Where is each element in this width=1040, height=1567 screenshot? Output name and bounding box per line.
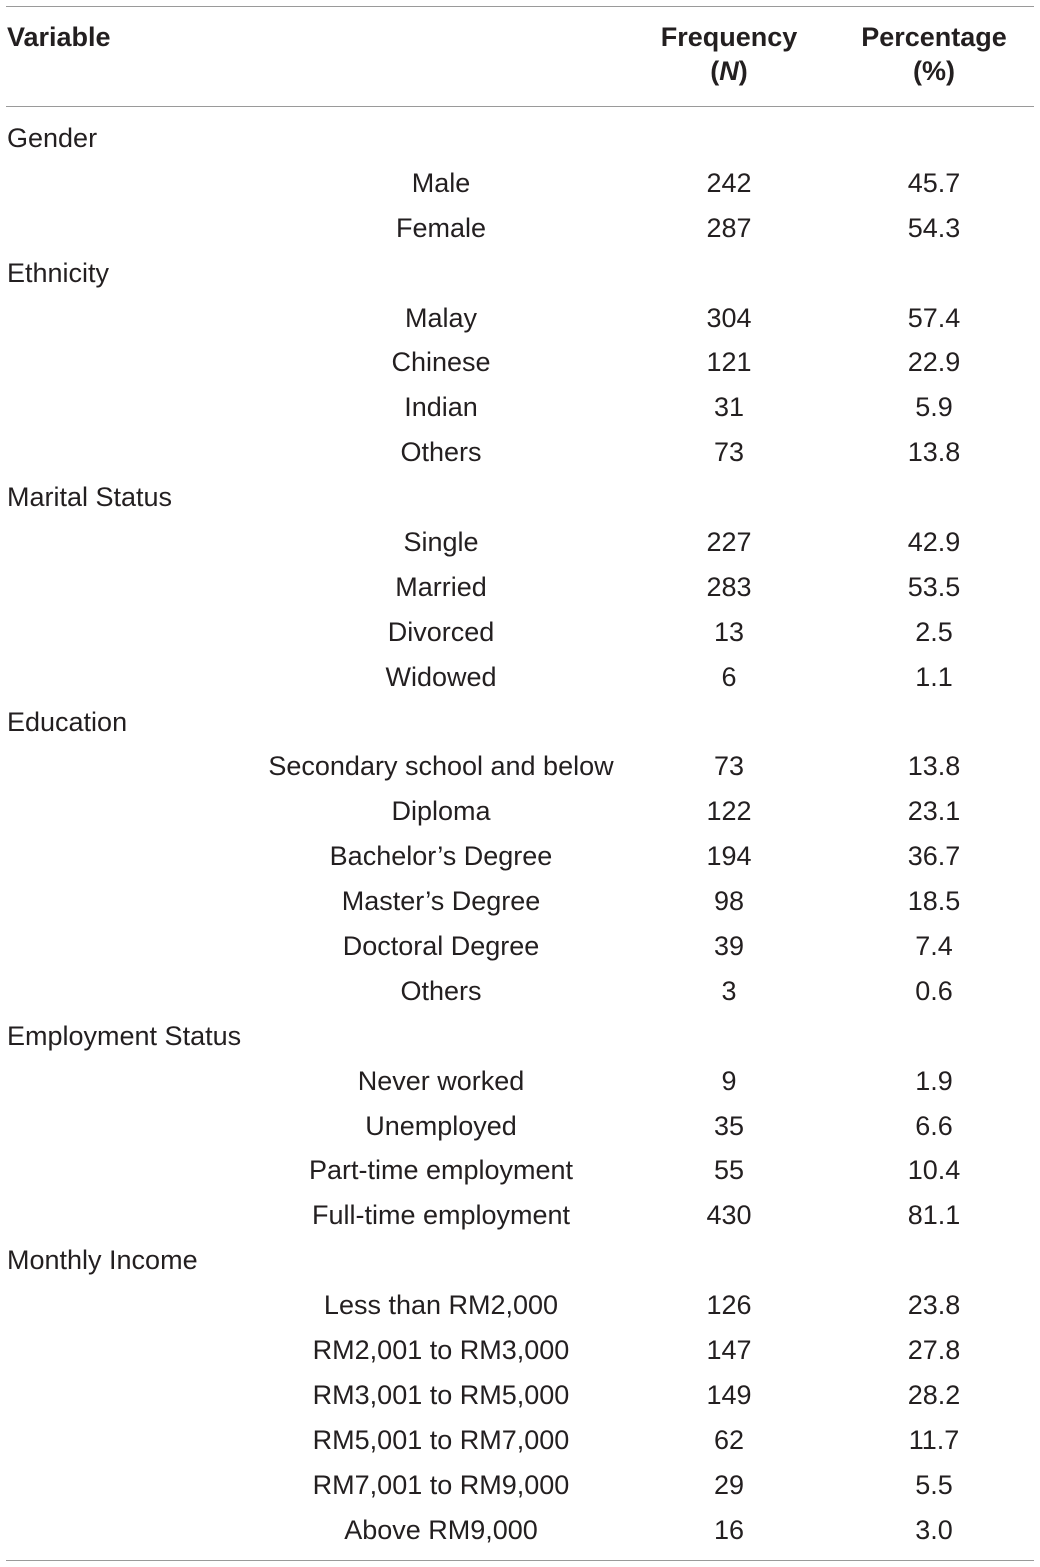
row-label: Chinese <box>391 347 491 378</box>
percentage-cell: 53.5 <box>907 571 961 602</box>
frequency-cell: 227 <box>706 527 752 558</box>
frequency-cell: 55 <box>713 1155 745 1186</box>
category-row <box>0 700 1040 745</box>
header-frequency-label: Frequency <box>660 22 798 52</box>
percentage-cell: 7.4 <box>915 931 953 962</box>
percentage-cell: 23.8 <box>907 1290 961 1321</box>
percentage-cell: 54.3 <box>907 212 961 243</box>
percentage-cell: 0.6 <box>915 975 953 1006</box>
frequency-cell: 430 <box>706 1200 752 1231</box>
frequency-cell: 122 <box>706 796 752 827</box>
frequency-cell: 287 <box>706 212 752 243</box>
table-row <box>0 1193 1040 1238</box>
frequency-cell: 13 <box>713 616 745 647</box>
percentage-cell: 3.0 <box>915 1514 953 1545</box>
frequency-cell: 194 <box>706 841 752 872</box>
top-rule <box>6 6 1034 7</box>
percentage-cell: 57.4 <box>907 302 961 333</box>
percentage-cell: 6.6 <box>915 1110 953 1141</box>
table-header <box>0 20 1040 100</box>
table-row <box>0 1508 1040 1553</box>
row-label: RM2,001 to RM3,000 <box>312 1335 570 1366</box>
percentage-cell: 5.9 <box>915 392 953 423</box>
frequency-cell: 62 <box>713 1424 745 1455</box>
frequency-cell: 304 <box>706 302 752 333</box>
percentage-cell: 23.1 <box>907 796 961 827</box>
table-row <box>0 1328 1040 1373</box>
frequency-cell: 147 <box>706 1335 752 1366</box>
frequency-cell: 73 <box>713 751 745 782</box>
category-row <box>0 1238 1040 1283</box>
table-row <box>0 969 1040 1014</box>
table-row <box>0 789 1040 834</box>
category-label: Gender <box>7 123 98 153</box>
frequency-cell: 98 <box>713 886 745 917</box>
percentage-cell: 11.7 <box>908 1424 960 1455</box>
header-rule <box>6 106 1034 107</box>
row-label: Never worked <box>357 1065 525 1096</box>
percentage-cell: 13.8 <box>907 437 961 468</box>
table-row <box>0 161 1040 206</box>
percentage-cell: 1.9 <box>915 1065 953 1096</box>
row-label: Malay <box>404 302 478 333</box>
table-row <box>0 610 1040 655</box>
category-row <box>0 116 1040 161</box>
percentage-cell: 1.1 <box>915 661 953 692</box>
bottom-rule <box>6 1560 1034 1561</box>
frequency-cell: 31 <box>713 392 745 423</box>
category-label: Ethnicity <box>7 257 110 288</box>
row-label: Above RM9,000 <box>344 1514 538 1545</box>
table-row <box>0 924 1040 969</box>
table-row <box>0 744 1040 789</box>
row-label: Bachelor’s Degree <box>329 841 553 872</box>
percentage-cell: 13.8 <box>907 751 961 782</box>
row-label: Unemployed <box>365 1110 517 1141</box>
table-row <box>0 1418 1040 1463</box>
row-label: Single <box>403 527 479 558</box>
frequency-cell: 35 <box>713 1110 745 1141</box>
table-row <box>0 834 1040 879</box>
table-row <box>0 1059 1040 1104</box>
header-frequency-n-symbol: N <box>719 56 739 86</box>
table-body <box>0 116 1040 1553</box>
row-label: Others <box>400 975 482 1006</box>
table-row <box>0 1148 1040 1193</box>
percentage-cell: 28.2 <box>907 1379 961 1410</box>
row-label: Master’s Degree <box>341 886 541 917</box>
header-frequency-paren-open: ( <box>710 56 720 86</box>
table-row <box>0 296 1040 341</box>
frequency-cell: 73 <box>713 437 745 468</box>
percentage-cell: 2.5 <box>915 616 953 647</box>
percentage-cell: 27.8 <box>907 1335 961 1366</box>
percentage-cell: 10.4 <box>907 1155 961 1186</box>
frequency-cell: 3 <box>721 975 737 1006</box>
frequency-cell: 126 <box>706 1290 752 1321</box>
header-frequency-n <box>629 54 829 88</box>
frequency-cell: 149 <box>706 1379 752 1410</box>
frequency-cell: 16 <box>713 1514 745 1545</box>
table-row <box>0 879 1040 924</box>
percentage-cell: 18.5 <box>907 886 961 917</box>
table-row <box>0 565 1040 610</box>
frequency-cell: 242 <box>706 167 752 198</box>
table-row <box>0 520 1040 565</box>
table-row <box>0 340 1040 385</box>
table-row <box>0 1283 1040 1328</box>
row-label: Others <box>400 437 482 468</box>
percentage-cell: 5.5 <box>915 1469 953 1500</box>
frequency-cell: 283 <box>706 571 752 602</box>
percentage-cell: 45.7 <box>907 167 961 198</box>
header-variable: Variable <box>7 22 111 52</box>
frequency-cell: 29 <box>713 1469 745 1500</box>
header-percentage <box>834 20 1034 88</box>
row-label: RM7,001 to RM9,000 <box>312 1469 570 1500</box>
row-label: Diploma <box>391 796 491 827</box>
row-label: Full-time employment <box>311 1200 571 1231</box>
table-row <box>0 385 1040 430</box>
row-label: Divorced <box>387 616 495 647</box>
category-row <box>0 1014 1040 1059</box>
table-row <box>0 1104 1040 1149</box>
row-label: Part-time employment <box>308 1155 574 1186</box>
row-label: Indian <box>404 392 478 423</box>
row-label: Married <box>395 571 487 602</box>
row-label: Doctoral Degree <box>342 931 540 962</box>
row-label: Male <box>411 167 471 198</box>
row-label: Female <box>395 212 487 243</box>
header-percentage-unit: (%) <box>913 56 955 86</box>
category-label: Education <box>7 706 128 737</box>
category-row <box>0 475 1040 520</box>
header-percentage-label: Percentage <box>861 22 1007 52</box>
header-frequency-paren-close: ) <box>738 56 748 86</box>
percentage-cell: 81.1 <box>907 1200 961 1231</box>
table-row <box>0 655 1040 700</box>
percentage-cell: 22.9 <box>907 347 961 378</box>
row-label: Secondary school and below <box>268 751 614 782</box>
category-label: Marital Status <box>7 482 173 513</box>
frequency-cell: 121 <box>706 347 752 378</box>
percentage-cell: 36.7 <box>907 841 961 872</box>
row-label: RM5,001 to RM7,000 <box>312 1424 570 1455</box>
table-row <box>0 1463 1040 1508</box>
category-label: Monthly Income <box>7 1245 198 1276</box>
category-row <box>0 251 1040 296</box>
category-label: Employment Status <box>7 1020 242 1051</box>
table-row <box>0 206 1040 251</box>
row-label: RM3,001 to RM5,000 <box>312 1379 570 1410</box>
row-label: Widowed <box>385 661 497 692</box>
frequency-cell: 9 <box>721 1065 737 1096</box>
row-label: Less than RM2,000 <box>323 1290 559 1321</box>
frequency-cell: 39 <box>713 931 745 962</box>
frequency-cell: 6 <box>721 661 737 692</box>
table-row <box>0 1373 1040 1418</box>
percentage-cell: 42.9 <box>907 527 961 558</box>
header-frequency <box>629 20 829 88</box>
table-row <box>0 430 1040 475</box>
